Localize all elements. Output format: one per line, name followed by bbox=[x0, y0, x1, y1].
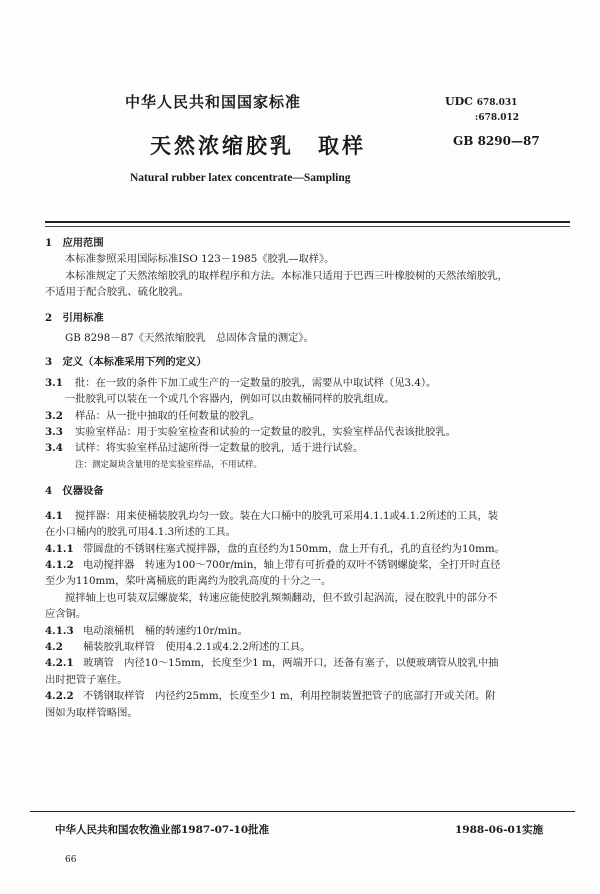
clause-3-3 bbox=[45, 424, 570, 440]
clause-4-2-2 bbox=[45, 688, 570, 704]
clause-3-1-continued: 一批胶乳可以装在一个或几个容器内，例如可以由数桶同样的胶乳组成。 bbox=[65, 393, 395, 406]
clause-text: 桶装胶乳取样管 使用4.2.1或4.2.2所述的工具。 bbox=[83, 640, 311, 653]
clause-number: 4.1 bbox=[45, 509, 63, 522]
section-2-para-1: GB 8298－87《天然浓缩胶乳 总固体含量的测定》。 bbox=[65, 332, 314, 345]
clause-number: 3.1 bbox=[45, 376, 63, 389]
clause-4-2-2-continued: 图如为取样管略图。 bbox=[45, 706, 138, 719]
clause-text: 实验室样品：用于实验室检查和试验的一定数量的胶乳，实验室样品代表该批胶乳。 bbox=[75, 426, 456, 439]
document-title-chinese: 天然浓缩胶乳 取样 bbox=[150, 133, 366, 158]
footer-rule bbox=[30, 811, 575, 812]
clause-3-2 bbox=[45, 408, 570, 424]
section-3-heading: 3 定义（本标准采用下列的定义） bbox=[45, 356, 207, 369]
clause-number: 4.1.3 bbox=[45, 624, 74, 637]
clause-number: 4.1.2 bbox=[45, 558, 74, 571]
document-body bbox=[45, 232, 570, 721]
section-1-heading: 1 应用范围 bbox=[45, 237, 104, 249]
udc-label: UDC bbox=[445, 95, 473, 108]
clause-number: 4.2.2 bbox=[45, 690, 74, 703]
clause-3-4 bbox=[45, 440, 570, 456]
clause-number: 4.2.1 bbox=[45, 657, 74, 670]
clause-text: 玻璃管 内径10～15mm，长度至少1 m，两端开口，还备有塞子，以便玻璃管从胶乳中抽 bbox=[83, 657, 499, 670]
clause-text: 不锈钢取样管 内径约25mm，长度至少1 m，利用控制装置把管子的底部打开或关闭。附 bbox=[83, 690, 496, 703]
effective-date: 1988-06-01实施 bbox=[455, 824, 544, 836]
header-thin-rule bbox=[45, 226, 570, 227]
udc-number-2: :678.012 bbox=[475, 113, 520, 123]
clause-4-1-2-line-2: 至少为110mm，桨叶离桶底的距离约为胶乳高度的十分之一。 bbox=[45, 575, 332, 588]
clause-number: 3.3 bbox=[45, 426, 63, 439]
approval-notice: 中华人民共和国农牧渔业部1987-07-10批准 bbox=[55, 824, 270, 836]
clause-text: 批：在一致的条件下加工或生产的一定数量的胶乳，需要从中取试样（见3.4）。 bbox=[75, 376, 437, 389]
clause-4-2 bbox=[45, 639, 570, 655]
clause-4-2-1-continued: 出时把管子塞住。 bbox=[45, 673, 128, 686]
clause-4-2-1 bbox=[45, 655, 570, 671]
clause-3-1 bbox=[45, 375, 570, 391]
clause-number: 4.2 bbox=[45, 640, 63, 653]
udc-classification bbox=[445, 95, 519, 125]
section-1-para-1: 本标准参照采用国际标准ISO 123－1985《胶乳—取样》。 bbox=[65, 253, 335, 266]
national-standard-heading: 中华人民共和国国家标准 bbox=[125, 93, 302, 111]
clause-number: 3.2 bbox=[45, 409, 63, 422]
clause-text: 样品：从一批中抽取的任何数量的胶乳。 bbox=[75, 409, 261, 422]
section-1-para-2b: 不适用于配合胶乳、硫化胶乳。 bbox=[45, 286, 190, 299]
clause-4-1 bbox=[45, 508, 570, 524]
document-title-english: Natural rubber latex concentrate—Sampling bbox=[130, 172, 351, 184]
section-2-heading: 2 引用标准 bbox=[45, 311, 104, 324]
clause-4-1-continued: 在小口桶内的胶乳可用4.1.3所述的工具。 bbox=[45, 526, 236, 539]
section-1-para-2a: 本标准规定了天然浓缩胶乳的取样程序和方法。本标准只适用于巴西三叶橡胶树的天然浓缩胶乳， bbox=[65, 269, 508, 282]
clause-text: 试样：将实验室样品过滤所得一定数量的胶乳，适于进行试验。 bbox=[75, 442, 364, 455]
section-3-note: 注：测定凝块含量用的是实验室样品，不用试样。 bbox=[75, 459, 263, 470]
clause-4-1-2-line-4: 应含铜。 bbox=[45, 608, 87, 621]
udc-number-1: 678.031 bbox=[476, 98, 518, 108]
page-number: 66 bbox=[65, 855, 77, 865]
clause-number: 4.1.1 bbox=[45, 542, 74, 555]
clause-4-1-2-line-3: 搅拌轴上也可装双层螺旋桨，转速应能使胶乳频频翻动，但不致引起涡流，浸在胶乳中的部分不 bbox=[65, 591, 498, 604]
clause-number: 3.4 bbox=[45, 442, 63, 455]
clause-text: 电动搅拌器 转速为100～700r/min，轴上带有可折叠的双叶不锈钢螺旋桨，全打开时直径 bbox=[83, 558, 501, 571]
clause-4-1-1 bbox=[45, 541, 570, 557]
gb-standard-number: GB 8290—87 bbox=[453, 134, 540, 148]
clause-4-1-2 bbox=[45, 557, 570, 573]
clause-text: 搅拌器：用来使桶装胶乳均匀一致。装在大口桶中的胶乳可采用4.1.1或4.1.2所述的工具，装 bbox=[75, 509, 499, 522]
clause-4-1-3 bbox=[45, 623, 570, 639]
clause-text: 带圆盘的不锈钢柱塞式搅拌器，盘的直径约为150mm，盘上开有孔，孔的直径约为10mm。 bbox=[83, 542, 505, 555]
header-thick-rule bbox=[45, 221, 570, 223]
section-4-heading: 4 仪器设备 bbox=[45, 485, 104, 498]
clause-text: 电动滚桶机 桶的转速约10r/min。 bbox=[83, 624, 248, 637]
